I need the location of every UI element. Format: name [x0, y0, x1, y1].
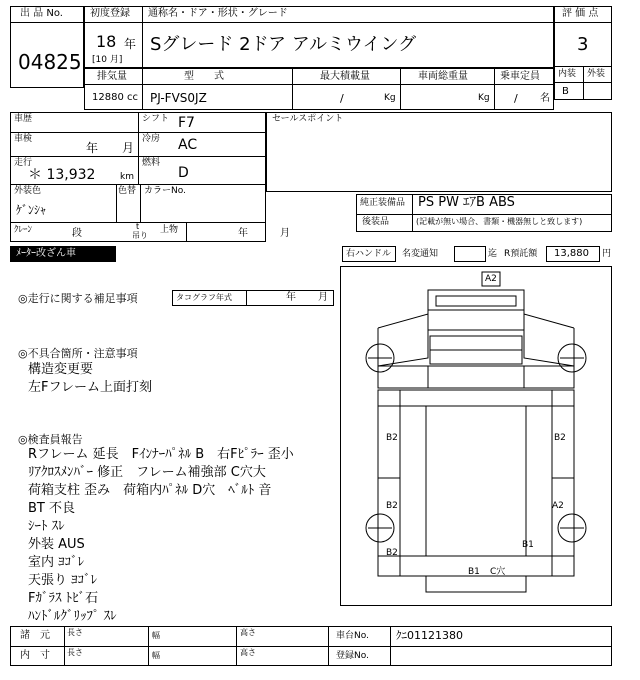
chassis-number: ｸﾆ01121380: [396, 629, 463, 642]
inspector-line: Rフレーム 延長 Fｲﾝﾅｰﾊﾟﾈﾙ B 右Fﾋﾟﾗｰ 歪小: [28, 447, 294, 462]
interior-grade: B: [562, 86, 569, 97]
mileage-value: ＊ 13,932: [28, 167, 96, 183]
inspector-line: BT 不良: [28, 501, 75, 516]
equipment-label: 純正装備品: [360, 198, 406, 208]
shift-value: F7: [178, 115, 195, 131]
color-change-label: 色替: [118, 186, 137, 196]
equipment-value: PS PW ｴｱB ABS: [418, 195, 515, 210]
rear-bumper: [426, 576, 526, 592]
defect-item: 構造変更要: [28, 362, 94, 377]
mileage-unit: km: [120, 172, 134, 182]
crane-year: 年: [238, 228, 248, 239]
cab-front: [378, 366, 574, 388]
damage-mark-bottom2: C穴: [490, 567, 506, 577]
color-code-label: カラーNo.: [144, 186, 186, 196]
inspection-label: 車検: [14, 134, 33, 144]
lot-label: 出 品 No.: [20, 8, 63, 19]
crane-t: t: [136, 222, 140, 231]
tacho-year: 年: [286, 292, 296, 303]
max-load-unit: Kg: [384, 93, 396, 103]
cab-visor: [436, 296, 516, 306]
inspector-line: ﾊﾝﾄﾞﾙｸﾞﾘｯﾌﾟ ｽﾚ: [28, 609, 117, 624]
cargo-body: [378, 390, 574, 576]
height-label-2: 高さ: [240, 648, 256, 657]
recycle-label: R預託額: [504, 249, 538, 259]
defect-item: 左Fフレーム上面打刻: [28, 380, 152, 395]
width-label: 幅: [152, 631, 160, 640]
length-label: 長さ: [67, 628, 83, 637]
recycle-amount: 13,880: [554, 248, 589, 259]
damage-mark-left-lower1: B2: [386, 501, 398, 511]
meter-tamper-badge: [10, 246, 116, 262]
diagram-frame: [341, 267, 612, 606]
inspector-line: ｼｰﾄ ｽﾚ: [28, 519, 65, 534]
damage-mark-top: A2: [485, 274, 497, 284]
dims-label: 諸 元: [20, 630, 50, 641]
ext-color-label: 外装色: [14, 186, 42, 196]
max-load-label: 最大積載量: [320, 71, 370, 82]
inspection-month: 月: [122, 141, 135, 155]
mileage-label: 走行: [14, 158, 33, 168]
lot-number: 04825: [18, 50, 82, 74]
capacity-unit: 名: [540, 93, 550, 104]
inspector-title: ◎検査員報告: [18, 433, 83, 446]
inspector-line: ﾘｱｸﾛｽﾒﾝﾊﾞｰ 修正 フレーム補強部 C穴大: [28, 465, 266, 480]
damage-mark-right-lower: A2: [552, 501, 564, 511]
history-label: 車歴: [14, 114, 33, 124]
model-name: Sグレード 2ドア アルミウイング: [150, 34, 417, 55]
type-label: 型 式: [184, 71, 224, 82]
first-reg-label: 初度登録: [90, 8, 130, 19]
name-change-label: 名変通知: [402, 249, 439, 259]
height-label: 高さ: [240, 628, 256, 637]
tachograph-label: タコグラフ年式: [176, 293, 232, 302]
damage-mark-bottom1: B1: [468, 567, 480, 577]
driving-title: ◎走行に関する補足事項: [18, 292, 138, 305]
capacity-label: 乗車定員: [500, 71, 540, 82]
displacement-label: 排気量: [97, 71, 127, 82]
defects-title: ◎不具合箇所・注意事項: [18, 347, 138, 360]
damage-mark-right-upper: B2: [554, 433, 566, 443]
aftermarket-note: (記載が無い場合、書類・機器無しと致します): [416, 217, 583, 226]
max-load-value: /: [340, 92, 344, 105]
interior-label: 内装: [558, 69, 577, 79]
capacity-value: /: [514, 92, 518, 105]
sales-point-label: セールスポイント: [272, 114, 344, 124]
width-label-2: 幅: [152, 651, 160, 660]
fuel-label: 燃料: [142, 158, 161, 168]
name-change-box: [454, 246, 486, 262]
ac-label: 冷房: [142, 134, 161, 144]
damage-mark-left-upper: B2: [386, 433, 398, 443]
crane-hook: 吊り: [132, 231, 148, 240]
vehicle-diagram: [340, 266, 612, 606]
damage-mark-left-lower2: B2: [386, 548, 398, 558]
rhd-label: 右ハンドル: [346, 249, 392, 259]
gross-weight-label: 車両総重量: [418, 71, 468, 82]
exterior-label: 外装: [587, 69, 606, 79]
crane-label: ｸﾚｰﾝ: [14, 225, 33, 235]
crane-month: 月: [280, 228, 290, 239]
ext-color-value: ｹﾞﾝｼｬ: [16, 203, 47, 217]
damage-mark-right-lowest: B1: [522, 540, 534, 550]
length-label-2: 長さ: [67, 648, 83, 657]
interior-dims-label: 内 寸: [20, 650, 50, 661]
aftermarket-label: 後装品: [362, 217, 390, 227]
crane-step: 段: [72, 228, 82, 239]
meter-tamper-text: ﾒｰﾀｰ改ざん車: [16, 248, 76, 259]
displacement-value: 12880 cc: [92, 92, 138, 103]
reg-month: [10 月]: [92, 55, 123, 65]
inspector-line: 室内 ﾖｺﾞﾚ: [28, 555, 85, 570]
model-code: PJ-FVS0JZ: [150, 91, 207, 105]
recycle-unit: 円: [602, 249, 612, 259]
inspector-line: 天張り ﾖｺﾞﾚ: [28, 573, 98, 588]
chassis-label: 車台No.: [336, 631, 369, 641]
inspector-line: 外装 AUS: [28, 537, 85, 552]
truck-outline-svg: [340, 266, 612, 606]
tacho-month: 月: [318, 292, 328, 303]
gross-weight-unit: Kg: [478, 93, 490, 103]
inspection-year: 年: [86, 141, 99, 155]
score-label: 評 価 点: [562, 8, 599, 19]
ac-value: AC: [178, 137, 198, 153]
reg-year: 18: [96, 32, 117, 51]
fuel-value: D: [178, 165, 189, 181]
recycle-prefix: 迄: [488, 249, 498, 259]
model-desc-label: 通称名・ドア・形状・グレード: [148, 8, 288, 19]
reg-no-label: 登録No.: [336, 651, 369, 661]
score-value: 3: [577, 34, 589, 55]
inspector-line: 荷箱支柱 歪み 荷箱内ﾊﾟﾈﾙ D穴 ﾍﾞﾙﾄ 音: [28, 483, 272, 498]
inspector-line: Fｶﾞﾗｽ ﾄﾋﾞ石: [28, 591, 99, 606]
reg-year-unit: 年: [124, 37, 137, 51]
sales-point-box: [266, 112, 612, 192]
crane-top-label: 上物: [160, 225, 179, 235]
shift-label: シフト: [142, 114, 170, 124]
